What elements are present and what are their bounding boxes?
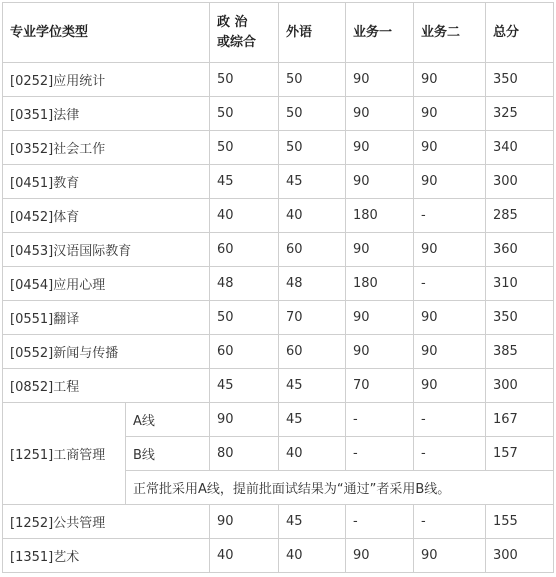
course2-cell: - <box>414 199 486 233</box>
table-row <box>3 539 554 573</box>
course2-cell: 90 <box>414 165 486 199</box>
foreign-cell: 45 <box>279 403 346 437</box>
politics-cell: 40 <box>210 539 279 573</box>
header-foreign-language: 外语 <box>279 3 346 63</box>
course1-cell: 90 <box>346 539 414 573</box>
total-cell: 350 <box>486 301 554 335</box>
table-row <box>3 335 554 369</box>
degree-name-cell: [0451]教育 <box>3 165 210 199</box>
degree-name-cell: [0551]翻译 <box>3 301 210 335</box>
total-cell: 350 <box>486 63 554 97</box>
course2-cell: 90 <box>414 369 486 403</box>
politics-cell: 80 <box>210 437 279 471</box>
course1-cell: - <box>346 403 414 437</box>
politics-cell: 60 <box>210 233 279 267</box>
header-politics-line1: 政 治 <box>217 14 248 30</box>
foreign-cell: 40 <box>279 199 346 233</box>
politics-cell: 60 <box>210 335 279 369</box>
course2-cell: - <box>414 267 486 301</box>
course2-cell: - <box>414 505 486 539</box>
degree-name-cell: [0352]社会工作 <box>3 131 210 165</box>
course1-cell: 90 <box>346 131 414 165</box>
course2-cell: 90 <box>414 233 486 267</box>
table-row <box>3 505 554 539</box>
degree-name-cell: [0552]新闻与传播 <box>3 335 210 369</box>
header-course-2: 业务二 <box>414 3 486 63</box>
course1-cell: 90 <box>346 233 414 267</box>
course1-cell: 180 <box>346 267 414 301</box>
foreign-cell: 60 <box>279 233 346 267</box>
total-cell: 340 <box>486 131 554 165</box>
mba-name-cell: [1251]工商管理 <box>3 403 126 505</box>
degree-name-cell: [0852]工程 <box>3 369 210 403</box>
foreign-cell: 50 <box>279 97 346 131</box>
table-row <box>3 301 554 335</box>
foreign-cell: 50 <box>279 63 346 97</box>
politics-cell: 45 <box>210 369 279 403</box>
course1-cell: 90 <box>346 301 414 335</box>
politics-cell: 50 <box>210 63 279 97</box>
header-politics-line2: 或综合 <box>217 34 257 50</box>
foreign-cell: 48 <box>279 267 346 301</box>
total-cell: 310 <box>486 267 554 301</box>
total-cell: 300 <box>486 369 554 403</box>
politics-cell: 50 <box>210 131 279 165</box>
politics-cell: 40 <box>210 199 279 233</box>
total-cell: 167 <box>486 403 554 437</box>
table-row <box>3 97 554 131</box>
mba-note-cell: 正常批采用A线，提前批面试结果为“通过”者采用B线。 <box>126 471 554 505</box>
total-cell: 300 <box>486 539 554 573</box>
course2-cell: 90 <box>414 301 486 335</box>
score-line-cell: B线 <box>126 437 210 471</box>
course1-cell: 90 <box>346 97 414 131</box>
degree-name-cell: [0252]应用统计 <box>3 63 210 97</box>
politics-cell: 45 <box>210 165 279 199</box>
table-row <box>3 233 554 267</box>
total-cell: 157 <box>486 437 554 471</box>
table-row <box>3 199 554 233</box>
politics-cell: 50 <box>210 301 279 335</box>
foreign-cell: 60 <box>279 335 346 369</box>
course1-cell: 180 <box>346 199 414 233</box>
foreign-cell: 40 <box>279 539 346 573</box>
table-row <box>3 267 554 301</box>
course2-cell: 90 <box>414 131 486 165</box>
degree-name-cell: [0453]汉语国际教育 <box>3 233 210 267</box>
course2-cell: 90 <box>414 97 486 131</box>
score-table <box>2 2 554 573</box>
degree-name-cell: [0452]体育 <box>3 199 210 233</box>
total-cell: 155 <box>486 505 554 539</box>
foreign-cell: 45 <box>279 369 346 403</box>
table-row <box>3 165 554 199</box>
table-row <box>3 131 554 165</box>
total-cell: 285 <box>486 199 554 233</box>
degree-name-cell: [0351]法律 <box>3 97 210 131</box>
table-row <box>3 369 554 403</box>
total-cell: 300 <box>486 165 554 199</box>
foreign-cell: 70 <box>279 301 346 335</box>
header-course-1: 业务一 <box>346 3 414 63</box>
course2-cell: - <box>414 403 486 437</box>
foreign-cell: 50 <box>279 131 346 165</box>
course1-cell: 70 <box>346 369 414 403</box>
course2-cell: 90 <box>414 539 486 573</box>
foreign-cell: 45 <box>279 505 346 539</box>
total-cell: 360 <box>486 233 554 267</box>
header-degree-type: 专业学位类型 <box>3 3 210 63</box>
score-line-cell: A线 <box>126 403 210 437</box>
degree-name-cell: [1351]艺术 <box>3 539 210 573</box>
politics-cell: 48 <box>210 267 279 301</box>
course2-cell: 90 <box>414 63 486 97</box>
degree-name-cell: [1252]公共管理 <box>3 505 210 539</box>
table-row <box>3 63 554 97</box>
header-total: 总分 <box>486 3 554 63</box>
course1-cell: 90 <box>346 335 414 369</box>
course2-cell: - <box>414 437 486 471</box>
header-row <box>3 3 554 63</box>
course1-cell: 90 <box>346 165 414 199</box>
table-row-mba-a <box>3 403 554 437</box>
politics-cell: 50 <box>210 97 279 131</box>
politics-cell: 90 <box>210 403 279 437</box>
degree-name-cell: [0454]应用心理 <box>3 267 210 301</box>
total-cell: 325 <box>486 97 554 131</box>
foreign-cell: 45 <box>279 165 346 199</box>
course1-cell: 90 <box>346 63 414 97</box>
total-cell: 385 <box>486 335 554 369</box>
foreign-cell: 40 <box>279 437 346 471</box>
politics-cell: 90 <box>210 505 279 539</box>
course1-cell: - <box>346 505 414 539</box>
course2-cell: 90 <box>414 335 486 369</box>
course1-cell: - <box>346 437 414 471</box>
header-politics <box>210 3 279 63</box>
